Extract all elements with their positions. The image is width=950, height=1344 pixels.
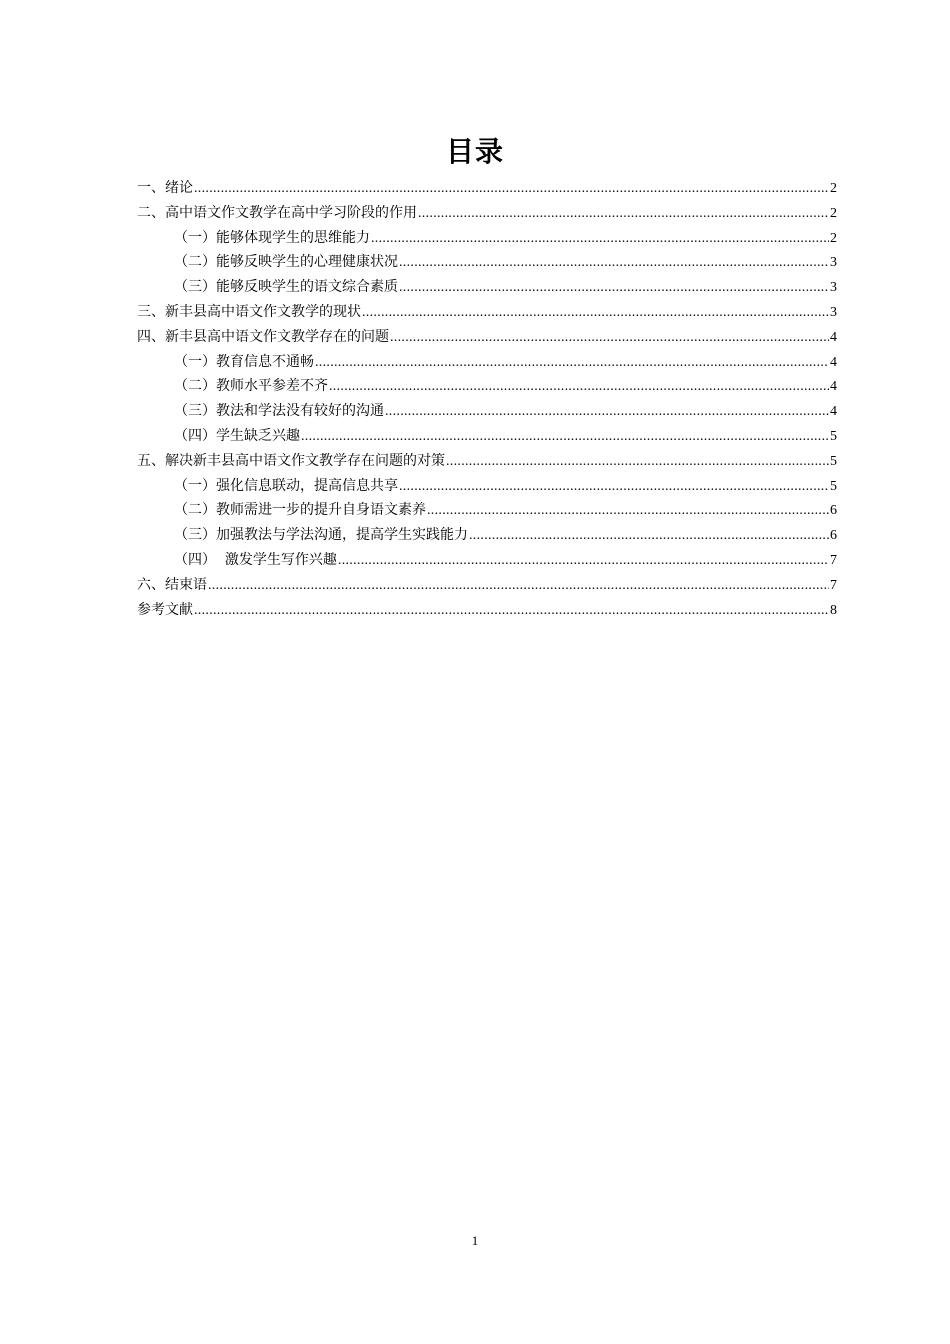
toc-entry-page: 7 [830,552,837,568]
toc-dot-leader [418,202,829,227]
toc-dot-leader [469,524,829,549]
toc-entry[interactable] [137,598,837,623]
toc-entry-label: （一）强化信息联动，提高信息共享 [174,477,398,494]
toc-entry-page: 4 [830,354,837,370]
page-title: 目录 [445,135,504,168]
toc-subentry[interactable] [137,424,837,449]
toc-dot-leader [427,499,829,524]
toc-entry-label: （一）教育信息不通畅 [174,353,314,370]
toc-entry[interactable] [137,300,837,325]
toc-entry-page: 5 [830,453,837,469]
toc-dot-leader [329,375,829,400]
toc-subentry[interactable] [137,399,837,424]
toc-entry-page: 2 [830,230,837,246]
toc-entry-label: 四、新丰县高中语文作文教学存在的问题 [137,328,389,345]
toc-entry-label: （四） 激发学生写作兴趣 [174,551,337,568]
toc-dot-leader [315,351,829,376]
toc-entry-label: 六、结束语 [137,576,207,593]
toc-entry-label: （二）能够反映学生的心理健康状况 [174,254,398,271]
toc-entry[interactable] [137,325,837,350]
toc-dot-leader [194,177,829,202]
toc-entry-page: 6 [830,528,837,544]
toc-subentry[interactable] [137,374,837,399]
toc-entry-label: （四）学生缺乏兴趣 [174,427,300,444]
toc-entry[interactable] [137,449,837,474]
toc-dot-leader [362,301,829,326]
toc-subentry[interactable] [137,250,837,275]
page-number: 1 [471,1233,479,1248]
toc-entry-page: 3 [830,304,837,320]
toc-dot-leader [446,450,829,475]
toc-subentry[interactable] [137,498,837,523]
toc-entry-page: 4 [830,379,837,395]
toc-entry-page: 3 [830,255,837,271]
toc-dot-leader [399,475,829,500]
table-of-contents [137,176,837,622]
toc-entry-page: 4 [830,404,837,420]
toc-entry-page: 7 [830,577,837,593]
toc-entry-page: 6 [830,503,837,519]
toc-entry-label: 五、解决新丰县高中语文作文教学存在问题的对策 [137,452,445,469]
toc-entry-label: （三）能够反映学生的语文综合素质 [174,279,398,296]
toc-entry[interactable] [137,176,837,201]
toc-entry-label: （一）能够体现学生的思维能力 [174,229,370,246]
toc-entry-label: （二）教师水平参差不齐 [174,378,328,395]
toc-dot-leader [194,599,829,624]
toc-entry-label: （三）教法和学法没有较好的沟通 [174,403,384,420]
toc-dot-leader [208,574,829,599]
toc-dot-leader [385,400,829,425]
toc-subentry[interactable] [137,548,837,573]
toc-subentry[interactable] [137,523,837,548]
toc-entry-page: 2 [830,181,837,196]
toc-entry-page: 5 [830,428,837,444]
toc-dot-leader [390,326,829,351]
toc-dot-leader [338,549,829,574]
toc-dot-leader [399,276,829,301]
toc-entry-label: 参考文献 [137,601,193,618]
toc-dot-leader [399,251,829,276]
toc-entry-page: 8 [830,602,837,618]
toc-subentry[interactable] [137,275,837,300]
toc-entry[interactable] [137,573,837,598]
toc-entry-page: 4 [830,329,837,345]
toc-dot-leader [371,227,829,252]
toc-entry-page: 3 [830,280,837,296]
toc-entry-page: 2 [830,205,837,221]
toc-subentry[interactable] [137,226,837,251]
toc-entry-page: 5 [830,478,837,494]
toc-entry-label: 二、高中语文作文教学在高中学习阶段的作用 [137,204,417,221]
toc-entry-label: （三）加强教法与学法沟通，提高学生实践能力 [174,527,468,544]
toc-subentry[interactable] [137,474,837,499]
toc-entry-label: 三、新丰县高中语文作文教学的现状 [137,303,361,320]
toc-entry[interactable] [137,201,837,226]
toc-entry-label: （二）教师需进一步的提升自身语文素养 [174,502,426,519]
toc-entry-label: 一、绪论 [137,180,193,196]
toc-subentry[interactable] [137,350,837,375]
toc-dot-leader [301,425,829,450]
